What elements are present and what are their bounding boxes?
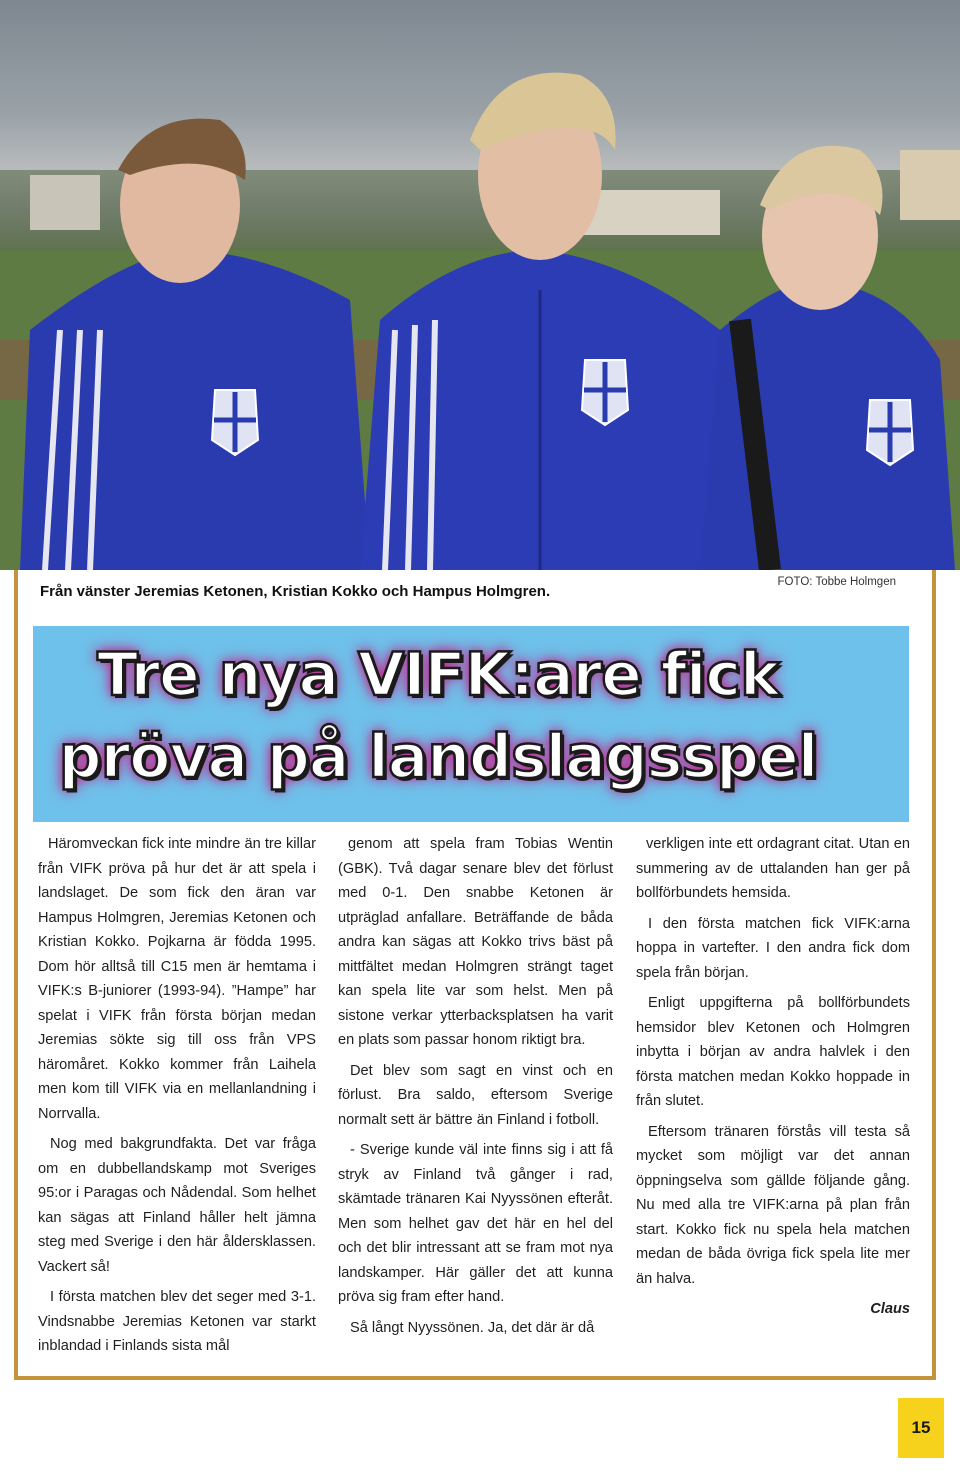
paragraph: genom att spela fram Tobias Wentin (GBK). Två dagar senare blev det förlust med 0-1. Den snabbe Ketonen är utpräglad anfallare. Beträffande de båda andra kan sägas att Kokko trivs bäst på mittfältet medan Holmgren strängt taget kan spela lite var som helst. Men på sistone verkar ytterbacksplatsen ha varit en plats som passar honom riktigt bra.	[338, 836, 613, 1048]
player-middle	[360, 73, 730, 570]
photo-caption: Från vänster Jeremias Ketonen, Kristian Kokko och Hampus Holmgren.	[40, 583, 551, 600]
paragraph: Så långt Nyyssönen. Ja, det där är då	[350, 1319, 595, 1336]
photo-illustration	[0, 0, 960, 570]
paragraph: Enligt uppgifterna på bollförbundets hemsidor blev Ketonen och Holmgren inbytta i början av andra halvlek i den första matchen medan Kokko hoppade in från slutet.	[636, 995, 910, 1109]
headline-line-2: pröva på landslagsspel	[58, 722, 818, 792]
paragraph: Häromveckan fick inte mindre än tre killar från VIFK pröva på hur det är att spela i landslaget. De som fick den äran var Hampus Holmgren, Jeremias Ketonen och Kristian Kokko. Pojkarna är födda 1995. Dom hör alltså till C15 men är hemtama i VIFK:s B-juniorer (1993-94). ”Hampe” har spelat i VIFK från första början medan Jeremias sökte sig till oss från VPS häromåret. Kokko kommer från Laihela men kom till VIFK via en mellanlandning i Norrvalla.	[38, 836, 316, 1122]
article-column-2	[338, 832, 613, 1346]
paragraph: - Sverige kunde väl inte finns sig i att få stryk av Finland två gånger i rad, skämtade tränaren Kai Nyyssönen efteråt. Men som helhet gav det här en hel del och det blir intressant att se fram mot nya landskamper. Här gäller det att kunna pröva sig fram efter hand.	[338, 1142, 613, 1305]
paragraph: I den första matchen fick VIFK:arna hoppa in vartefter. I den andra fick dom spela från början.	[636, 915, 910, 981]
author-signature: Claus	[870, 1301, 910, 1317]
page-number: 15	[898, 1398, 944, 1458]
paragraph: Det blev som sagt en vinst och en förlust. Bra saldo, eftersom Sverige normalt sett är bättre än Finland i fotboll.	[338, 1062, 613, 1128]
headline-line-1: Tre nya VIFK:are fick	[97, 640, 779, 710]
article-column-1	[38, 832, 316, 1365]
photo-credit: FOTO: Tobbe Holmgen	[777, 576, 896, 588]
paragraph: verkligen inte ett ordagrant citat. Utan en summering av de uttalanden han ger på bollförbundets hemsida.	[636, 836, 910, 901]
article-column-3	[636, 832, 910, 1322]
paragraph: Nog med bakgrundfakta. Det var fråga om en dubbellandskamp mot Sveriges 95:or i Paragas och Nådendal. Som helhet kan sägas att Finland håller helt jämna steg med Sverige i den här åldersklassen. Vackert så!	[38, 1136, 316, 1275]
team-photo	[0, 0, 960, 570]
paragraph: I första matchen blev det seger med 3-1. Vindsnabbe Jeremias Ketonen var starkt inblandad i Finlands sista mål	[38, 1289, 316, 1354]
paragraph: Eftersom tränaren förstås vill testa så mycket som möjligt var det annan öppningselva som gällde följande gång. Nu med alla tre VIFK:arna på plan från start. Kokko fick nu spela hela matchen medan de båda övriga fick spela lite mer än halva.	[636, 1123, 910, 1287]
